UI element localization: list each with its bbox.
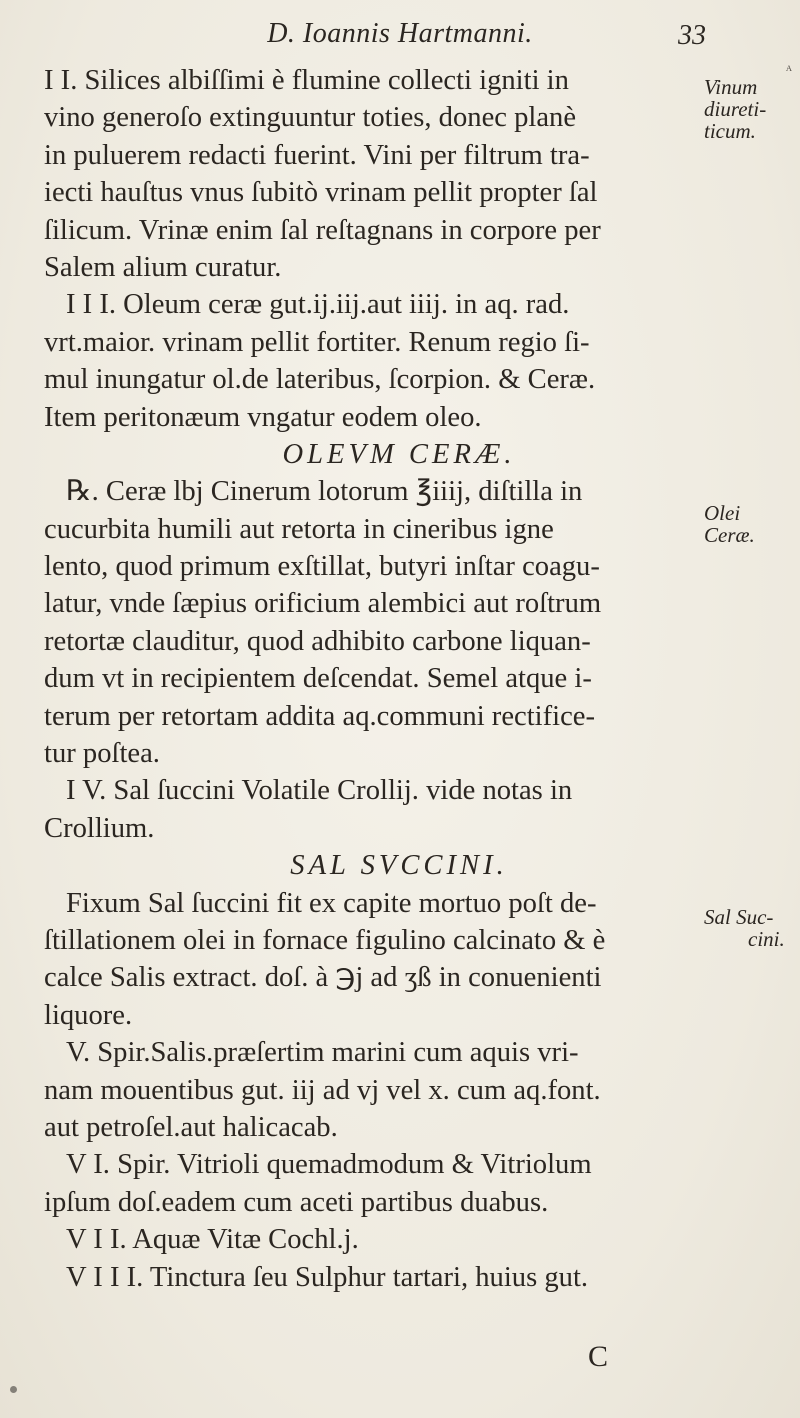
text-line: calce Salis extract. doſ. à ℈j ad ʒß in conuenienti [44,962,602,994]
section-heading: SAL SVCCINI. [290,850,508,882]
text-line: Crollium. [44,812,155,844]
text-line: lento, quod primum exſtillat, butyri inſtar coagu- [44,551,600,583]
marginal-note-sal-succini [704,906,794,950]
text-line: aut petroſel.aut halicacab. [44,1111,338,1143]
text-line: latur, vnde ſæpius orificium alembici aut roſtrum [44,588,602,620]
text-line: Fixum Sal ſuccini fit ex capite mortuo poſt de- [66,887,597,919]
ink-spot [10,1386,17,1393]
margin-mark: ᴬ [786,64,792,79]
text-line: V I I I. Tinctura ſeu Sulphur tartari, huius gut. [66,1261,589,1293]
body-text [44,62,724,1296]
text-line: ſtillationem olei in fornace figulino calcinato & è [44,924,606,956]
text-line: tur poſtea. [44,738,160,770]
text-line: mul inungatur ol.de lateribus, ſcorpion. & Ceræ. [44,364,596,396]
section-heading: OLEVM CERÆ. [282,438,516,470]
text-line: Item peritonæum vngatur eodem oleo. [44,401,482,433]
text-line: ipſum doſ.eadem cum aceti partibus duabus. [44,1186,549,1218]
text-line: vino generoſo extinguuntur toties, donec planè [44,102,577,134]
page-header [0,14,800,54]
text-line: liquore. [44,999,133,1031]
marginal-note-vinum [704,76,794,142]
text-line: cucurbita humili aut retorta in cineribus igne [44,513,554,545]
text-line: iecti hauſtus vnus ſubitò vrinam pellit propter ſal [44,177,598,209]
marginal-word: Vinum [704,75,758,99]
text-line: I I I. Oleum ceræ gut.ij.iij.aut iiij. in aq. rad. [66,289,570,321]
marginal-word: cini. [748,927,785,951]
marginal-word: Sal Suc- [704,905,774,929]
marginal-word: Ceræ. [704,523,755,547]
text-line: ℞. Ceræ lbj Cinerum lotorum ℥iiij, diſtilla in [66,476,583,508]
text-line: nam mouentibus gut. iij ad vj vel x. cum aq.font. [44,1074,601,1106]
text-line: in puluerem redacti fuerint. Vini per filtrum tra- [44,139,590,171]
text-line: V. Spir.Salis.præſertim marini cum aquis vri- [66,1037,579,1069]
text-line: dum vt in recipientem deſcendat. Semel atque i- [44,663,592,695]
marginal-word: Olei [704,501,741,525]
text-line: V I. Spir. Vitrioli quemadmodum & Vitriolum [66,1149,592,1181]
text-line: retortæ clauditur, quod adhibito carbone liquan- [44,625,591,657]
text-line: ſilicum. Vrinæ enim ſal reſtagnans in corpore per [44,214,601,246]
text-line: Salem alium curatur. [44,251,282,283]
text-line: I I. Silices albiſſimi è flumine collecti igniti in [44,65,569,96]
marginal-note-oleum [704,502,794,546]
text-line: V I I. Aquæ Vitæ Cochl.j. [66,1224,359,1256]
marginal-word: diureti- [704,97,767,121]
text-line: I V. Sal ſuccini Volatile Crollij. vide notas in [66,775,573,807]
catchword: C [588,1340,609,1373]
marginal-word: ticum. [704,119,756,143]
running-head: D. Ioannis Hartmanni. [267,18,533,49]
text-line: terum per retortam addita aq.communi rectifice- [44,700,595,732]
folio-number: 33 [678,20,706,51]
text-line: vrt.maior. vrinam pellit fortiter. Renum regio ſi- [44,326,590,358]
